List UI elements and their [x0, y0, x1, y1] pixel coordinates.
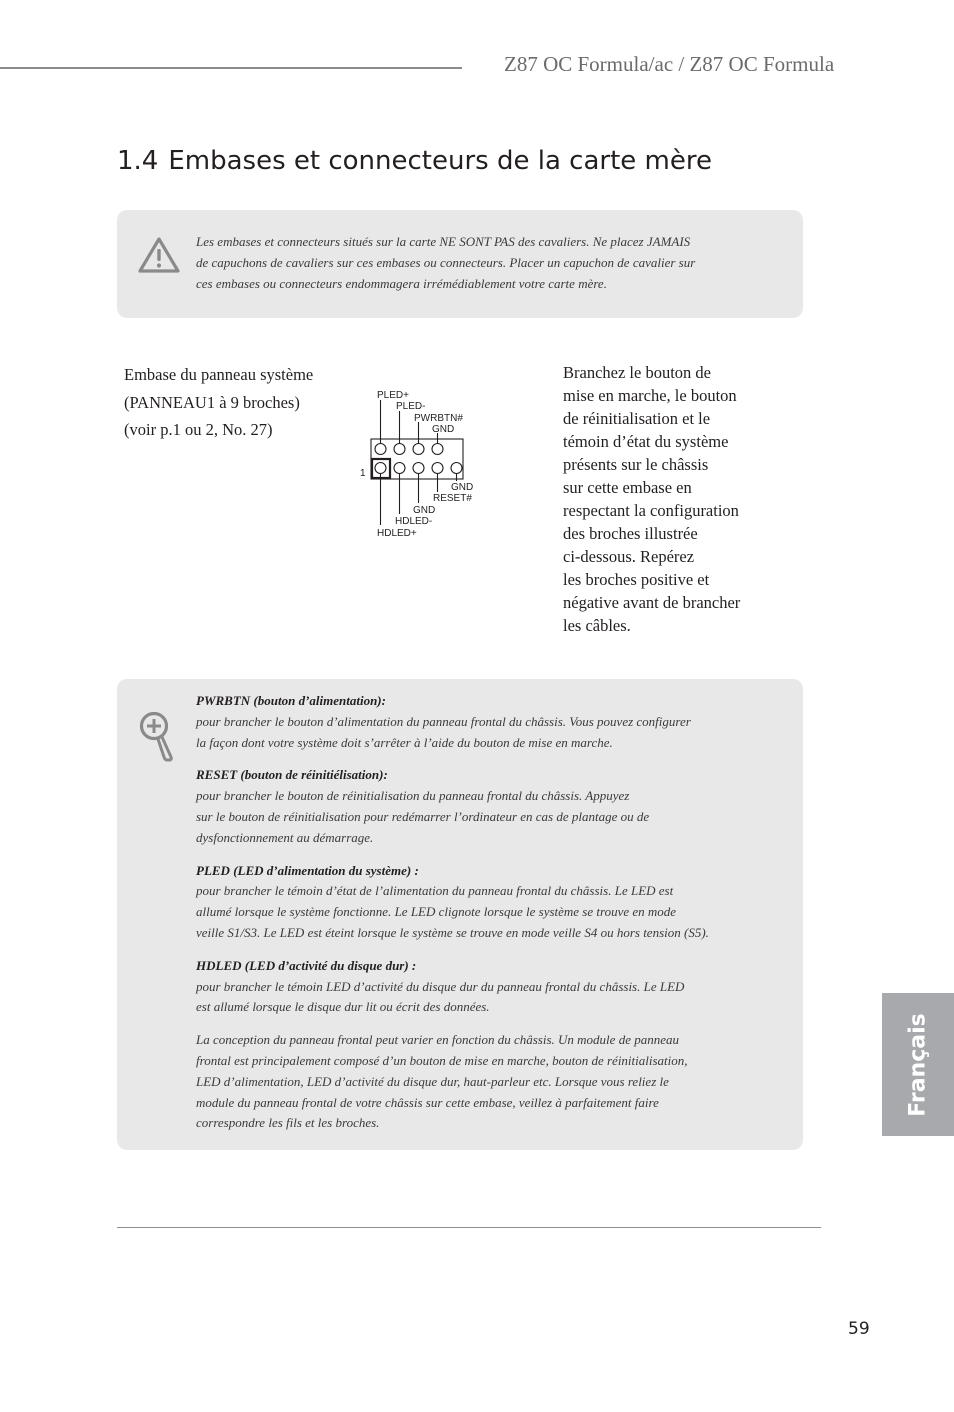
info-line: module du panneau frontal de votre châssis sur cette embase, veillez à parfaitement faire — [196, 1094, 659, 1110]
description-line: témoin d’état du système — [563, 432, 729, 451]
section-heading: Embases et connecteurs de la carte mère — [168, 146, 712, 176]
header-rule — [0, 67, 462, 69]
pin-label-pwrbtn: PWRBTN# — [414, 413, 463, 424]
warning-line: Les embases et connecteurs situés sur la carte NE SONT PAS des cavaliers. Ne placez JAMAIS — [196, 234, 691, 249]
info-line: correspondre les fils et les broches. — [196, 1115, 380, 1131]
pin-label-gnd-top: GND — [432, 424, 455, 435]
info-line: est allumé lorsque le disque dur lit ou écrit des données. — [196, 999, 490, 1015]
panel-pinout-diagram — [355, 385, 495, 545]
description-line: respectant la configuration — [563, 501, 739, 520]
info-section-note — [196, 1030, 766, 1134]
info-line: pour brancher le témoin LED d’activité du disque dur du panneau frontal du châssis. Le LED — [196, 978, 685, 994]
caption-line: (voir p.1 ou 2, No. 27) — [124, 420, 273, 439]
info-line: dysfonctionnement au démarrage. — [196, 829, 374, 845]
description-line: négative avant de brancher — [563, 593, 741, 612]
section-number: 1.4 — [117, 146, 159, 176]
pin-one-label: 1 — [360, 468, 366, 479]
info-line: la façon dont votre système doit s’arrêter à l’aide du bouton de mise en marche. — [196, 734, 613, 750]
info-line: pour brancher le témoin d’état de l’alimentation du panneau frontal du châssis. Le LED est — [196, 883, 674, 899]
description-line: ci-dessous. Repérez — [563, 547, 695, 566]
header-caption — [124, 361, 364, 444]
info-section-pwrbtn — [196, 691, 766, 753]
info-line: sur le bouton de réinitialisation pour redémarrer l’ordinateur en cas de plantage ou de — [196, 808, 650, 824]
info-label: PWRBTN (bouton d’alimentation): — [196, 693, 386, 708]
description-line: Branchez le bouton de — [563, 363, 711, 382]
footer-rule — [117, 1227, 821, 1228]
description-line: les broches positive et — [563, 570, 710, 589]
info-line: pour brancher le bouton de réinitialisation du panneau frontal du châssis. Appuyez — [196, 788, 630, 804]
info-section-reset — [196, 765, 766, 848]
description-line: les câbles. — [563, 616, 631, 635]
pin-label-pled-minus: PLED- — [396, 401, 426, 412]
caption-line: Embase du panneau système — [124, 365, 314, 384]
pin-label-gnd-right: GND — [451, 482, 474, 493]
section-title — [117, 146, 712, 176]
warning-text — [196, 231, 776, 294]
description-line: mise en marche, le bouton — [563, 386, 737, 405]
info-label: HDLED (LED d’activité du disque dur) : — [196, 957, 417, 973]
info-line: pour brancher le bouton d’alimentation du panneau frontal du châssis. Vous pouvez configurer — [196, 713, 691, 729]
warning-line: ces embases ou connecteurs endommagera irrémédiablement votre carte mère. — [196, 276, 607, 291]
info-section-pled — [196, 861, 766, 944]
pin-label-gnd-bottom: GND — [413, 505, 436, 516]
description-line: de réinitialisation et le — [563, 409, 711, 428]
language-tab-label: Français — [905, 1012, 931, 1117]
magnifier-plus-icon — [138, 710, 178, 762]
warning-triangle-icon — [137, 236, 181, 274]
info-line: veille S1/S3. Le LED est éteint lorsque le système se trouve en mode veille S4 ou hors tension (S5). — [196, 924, 709, 940]
pin-label-pled-plus: PLED+ — [377, 390, 409, 401]
model-title: Z87 OC Formula/ac / Z87 OC Formula — [504, 52, 835, 76]
warning-box — [117, 210, 803, 318]
page-number: 59 — [848, 1319, 870, 1339]
info-section-hdled — [196, 956, 766, 1018]
info-box — [117, 679, 803, 1150]
pin-label-reset: RESET# — [433, 493, 472, 504]
description-line: sur cette embase en — [563, 478, 692, 497]
description-line: présents sur le châssis — [563, 455, 709, 474]
info-label: RESET (bouton de réinitiélisation): — [196, 767, 388, 783]
pin-label-hdled-minus: HDLED- — [395, 516, 433, 527]
info-line: LED d’alimentation, LED d’activité du disque dur, haut-parleur etc. Lorsque vous reliez le — [196, 1073, 669, 1089]
info-line: La conception du panneau frontal peut varier en fonction du châssis. Un module de panneau — [196, 1032, 679, 1048]
language-tab — [882, 993, 954, 1136]
pin-label-hdled-plus: HDLED+ — [377, 528, 417, 539]
caption-line: (PANNEAU1 à 9 broches) — [124, 392, 300, 412]
description-line: des broches illustrée — [563, 524, 698, 543]
info-line: allumé lorsque le système fonctionne. Le LED clignote lorsque le système se trouve en mode — [196, 904, 677, 920]
warning-line: de capuchons de cavaliers sur ces embases ou connecteurs. Placer un capuchon de cavalier sur — [196, 255, 696, 270]
info-content — [196, 691, 766, 1146]
info-label: PLED (LED d’alimentation du système) : — [196, 862, 419, 878]
info-line: frontal est principalement composé d’un bouton de mise en marche, bouton de réinitialisation, — [196, 1052, 688, 1068]
header-description — [563, 361, 773, 637]
